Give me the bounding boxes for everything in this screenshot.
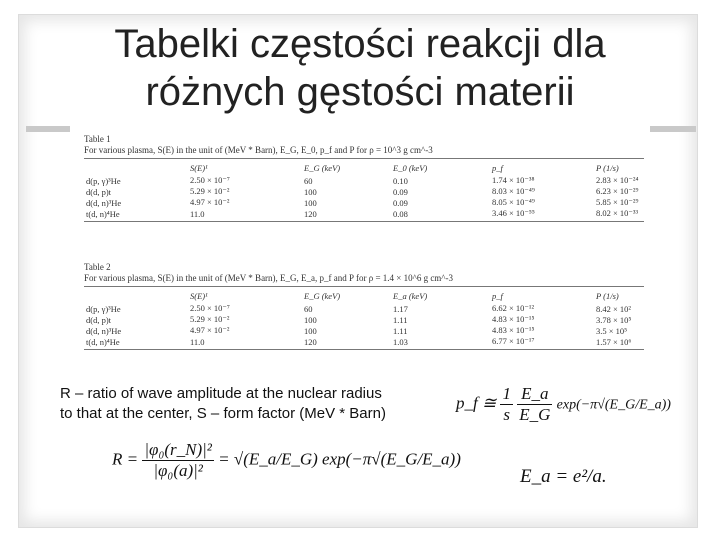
table-cell: d(d, p)t [86, 186, 112, 197]
table-cell: 3.46 × 10⁻⁵⁵ [492, 208, 535, 218]
table-cell: 100 [304, 314, 317, 325]
fraction [142, 440, 214, 481]
table-cell: 11.0 [190, 336, 205, 347]
table-cell: 100 [304, 186, 317, 197]
table-2-grid [84, 289, 644, 347]
table-cell: d(d, n)³He [86, 325, 122, 336]
table-1-caption: For various plasma, S(E) in the unit of (MeV * Barn), E_G, E_0, p_f and P for ρ = 10^3 g cm^-3 [84, 145, 433, 155]
header-cell: E_0 (keV) [393, 163, 428, 173]
table-cell: 4.83 × 10⁻¹⁵ [492, 325, 535, 335]
table-cell: 1.11 [393, 314, 408, 325]
table-cell: 4.97 × 10⁻² [190, 325, 230, 335]
fraction-numerator: |φ₀(r_N)|² [144, 440, 212, 459]
header-cell: p_f [492, 291, 503, 301]
header-cell: P (1/s) [596, 291, 619, 301]
header-cell: p_f [492, 163, 503, 173]
fraction [517, 384, 552, 425]
table-rule [84, 286, 644, 287]
table-header-row [84, 289, 644, 303]
fraction-numerator: E_a [517, 384, 552, 405]
table-cell: d(p, γ)³He [86, 175, 121, 186]
title-line-1: Tabelki częstości reakcji dla [114, 22, 606, 66]
table-cell: 100 [304, 197, 317, 208]
divider-left [26, 126, 70, 132]
table-rule [84, 349, 644, 350]
formula-r-rhs: = √(E_a/E_G) exp(−π√(E_G/E_a)) [218, 449, 461, 469]
header-cell [84, 161, 188, 175]
table-cell: d(p, γ)³He [86, 303, 121, 314]
formula-pf [456, 384, 671, 425]
table-rule [84, 158, 644, 159]
table-cell: 1.17 [393, 303, 408, 314]
table-1-label: Table 1 [84, 134, 111, 144]
table-row [84, 336, 644, 347]
table-cell: 120 [304, 208, 317, 219]
table-cell: 2.50 × 10⁻⁷ [190, 175, 230, 185]
header-cell: E_G (keV) [304, 291, 341, 301]
table-cell: 11.0 [190, 208, 205, 219]
table-row [84, 197, 644, 208]
table-cell: 4.97 × 10⁻² [190, 197, 230, 207]
table-cell: 6.77 × 10⁻¹⁷ [492, 336, 535, 346]
table-row [84, 314, 644, 325]
fraction-denominator: s [503, 405, 511, 424]
table-rule [84, 221, 644, 222]
table-row [84, 303, 644, 314]
table-cell: 1.11 [393, 325, 408, 336]
table-cell: d(d, p)t [86, 314, 112, 325]
table-cell: 0.10 [393, 175, 408, 186]
header-cell: S(E)¹ [190, 291, 208, 301]
header-cell [84, 289, 188, 303]
table-cell: t(d, n)⁴He [86, 336, 120, 347]
slide-title [60, 20, 660, 116]
table-cell: 8.42 × 10² [596, 303, 631, 314]
table-2 [84, 262, 644, 352]
table-cell: 8.03 × 10⁻⁴⁹ [492, 186, 535, 196]
formula-r [112, 440, 461, 481]
table-header-row [84, 161, 644, 175]
table-cell: 60 [304, 303, 313, 314]
table-cell: 60 [304, 175, 313, 186]
table-cell: 5.29 × 10⁻² [190, 314, 230, 324]
fraction-numerator: 1 [502, 384, 511, 403]
table-cell: 8.05 × 10⁻⁴⁹ [492, 197, 535, 207]
note-line-2: to that at the center, S – form factor (MeV * Barn) [60, 405, 386, 422]
fraction-denominator: E_G [519, 405, 551, 424]
table-row [84, 325, 644, 336]
table-cell: 2.83 × 10⁻²⁴ [596, 175, 639, 185]
table-2-label: Table 2 [84, 262, 111, 272]
table-cell: 0.09 [393, 197, 408, 208]
formula-pf-exp: exp(−π√(E_G/E_a)) [556, 397, 671, 413]
table-1 [84, 134, 644, 224]
header-cell: P (1/s) [596, 163, 619, 173]
table-cell: d(d, n)³He [86, 197, 122, 208]
table-cell: 5.85 × 10⁻²⁹ [596, 197, 639, 207]
formula-pf-lhs: p_f ≅ [456, 393, 497, 413]
table-cell: 0.09 [393, 186, 408, 197]
table-cell: 8.02 × 10⁻³³ [596, 208, 639, 218]
table-cell: 6.23 × 10⁻²⁹ [596, 186, 639, 196]
table-1-grid [84, 161, 644, 219]
table-cell: 1.74 × 10⁻³⁸ [492, 175, 535, 185]
table-row [84, 186, 644, 197]
title-line-2: różnych gęstości materii [145, 70, 575, 114]
fraction-denominator: |φ₀(a)|² [153, 461, 203, 480]
table-cell: 3.5 × 10⁵ [596, 325, 628, 336]
table-row [84, 175, 644, 186]
table-cell: 6.62 × 10⁻¹² [492, 303, 535, 313]
table-cell: t(d, n)⁴He [86, 208, 120, 219]
table-cell: 1.57 × 10⁶ [596, 336, 632, 347]
table-cell: 3.78 × 10⁵ [596, 314, 632, 325]
table-cell: 0.08 [393, 208, 408, 219]
header-cell: E_a (keV) [393, 291, 428, 301]
table-cell: 4.83 × 10⁻¹⁵ [492, 314, 535, 324]
table-cell: 2.50 × 10⁻⁷ [190, 303, 230, 313]
table-2-caption: For various plasma, S(E) in the unit of (MeV * Barn), E_G, E_a, p_f and P for ρ = 1.4 × 10^6 g cm^-3 [84, 273, 454, 283]
note-line-1: R – ratio of wave amplitude at the nuclear radius [60, 385, 382, 402]
divider-right [650, 126, 696, 132]
header-cell: S(E)¹ [190, 163, 208, 173]
fraction [500, 384, 513, 425]
table-row [84, 208, 644, 219]
table-cell: 5.29 × 10⁻² [190, 186, 230, 196]
formula-r-lhs: R = [112, 449, 139, 469]
explanation-note [60, 384, 386, 424]
table-cell: 120 [304, 336, 317, 347]
table-cell: 100 [304, 325, 317, 336]
header-cell: E_G (keV) [304, 163, 341, 173]
table-cell: 1.03 [393, 336, 408, 347]
formula-ea: E_a = e²/a. [520, 466, 607, 487]
